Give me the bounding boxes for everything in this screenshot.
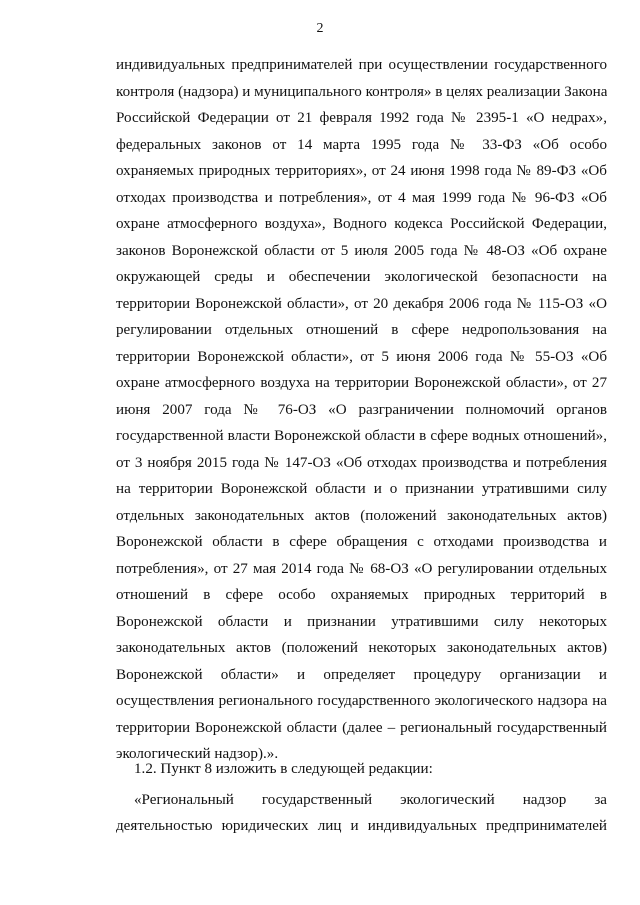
text-line: от 3 ноября 2015 года № 147-ОЗ «Об отходах производства и потребления <box>116 454 607 471</box>
text-line: отдельных законодательных актов (положений законодательных актов) <box>116 507 607 524</box>
text-line: Воронежской области» и определяет процедуру организации и <box>116 666 607 683</box>
text-line: государственной власти Воронежской области в сфере водных отношений», <box>116 428 607 444</box>
text-line: Воронежской области в сфере обращения с отходами производства и <box>116 534 607 550</box>
item-1-2: 1.2. Пункт 8 изложить в следующей редакции: <box>134 761 433 777</box>
text-line: индивидуальных предпринимателей при осуществлении государственного <box>116 57 607 73</box>
new-paragraph-line: «Региональный государственный экологический надзор за <box>134 792 607 808</box>
new-paragraph-line: деятельностью юридических лиц и индивидуальных предпринимателей <box>116 818 607 834</box>
page-number: 2 <box>316 21 324 36</box>
text-line: отходах производства и потребления», от 4 мая 1999 года № 96-ФЗ «Об <box>116 189 607 206</box>
text-line: окружающей среды и обеспечении экологической безопасности на <box>116 269 607 285</box>
text-line: на территории Воронежской области и о признании утратившими силу <box>116 481 607 497</box>
text-line: июня 2007 года № 76-ОЗ «О разграничении полномочий органов <box>116 401 607 418</box>
text-line: территории Воронежской области», от 20 декабря 2006 года № 115-ОЗ «О <box>116 295 607 312</box>
text-line: охране атмосферного воздуха», Водного кодекса Российской Федерации, <box>116 216 607 232</box>
text-line: территории Воронежской области», от 5 июня 2006 года № 55-ОЗ «Об <box>116 348 607 365</box>
text-line: охраняемых природных территориях», от 24 июня 1998 года № 89-ФЗ «Об <box>116 163 607 179</box>
text-line: Российской Федерации от 21 февраля 1992 года № 2395-1 «О недрах», <box>116 110 607 126</box>
text-line: потребления», от 27 мая 2014 года № 68-ОЗ «О регулировании отдельных <box>116 560 607 577</box>
text-line: Воронежской области и признании утратившими силу некоторых <box>116 613 607 630</box>
text-line: контроля (надзора) и муниципального контроля» в целях реализации Закона <box>116 83 607 100</box>
text-line: федеральных законов от 14 марта 1995 года № 33-ФЗ «Об особо <box>116 136 607 153</box>
text-line: охране атмосферного воздуха на территории Воронежской области», от 27 <box>116 375 607 391</box>
text-line: осуществления регионального государственного экологического надзора на <box>116 693 607 709</box>
text-line: экологический надзор).». <box>116 746 279 762</box>
text-line: территории Воронежской области (далее – региональный государственный <box>116 719 607 736</box>
quoted-paragraph <box>116 52 607 768</box>
text-line: регулировании отдельных отношений в сфере недропользования на <box>116 322 607 338</box>
text-line: законодательных актов (положений некоторых законодательных актов) <box>116 640 607 656</box>
text-line: законов Воронежской области от 5 июля 2005 года № 48-ОЗ «Об охране <box>116 242 607 259</box>
text-line: отношений в сфере особо охраняемых природных территорий в <box>116 587 607 603</box>
